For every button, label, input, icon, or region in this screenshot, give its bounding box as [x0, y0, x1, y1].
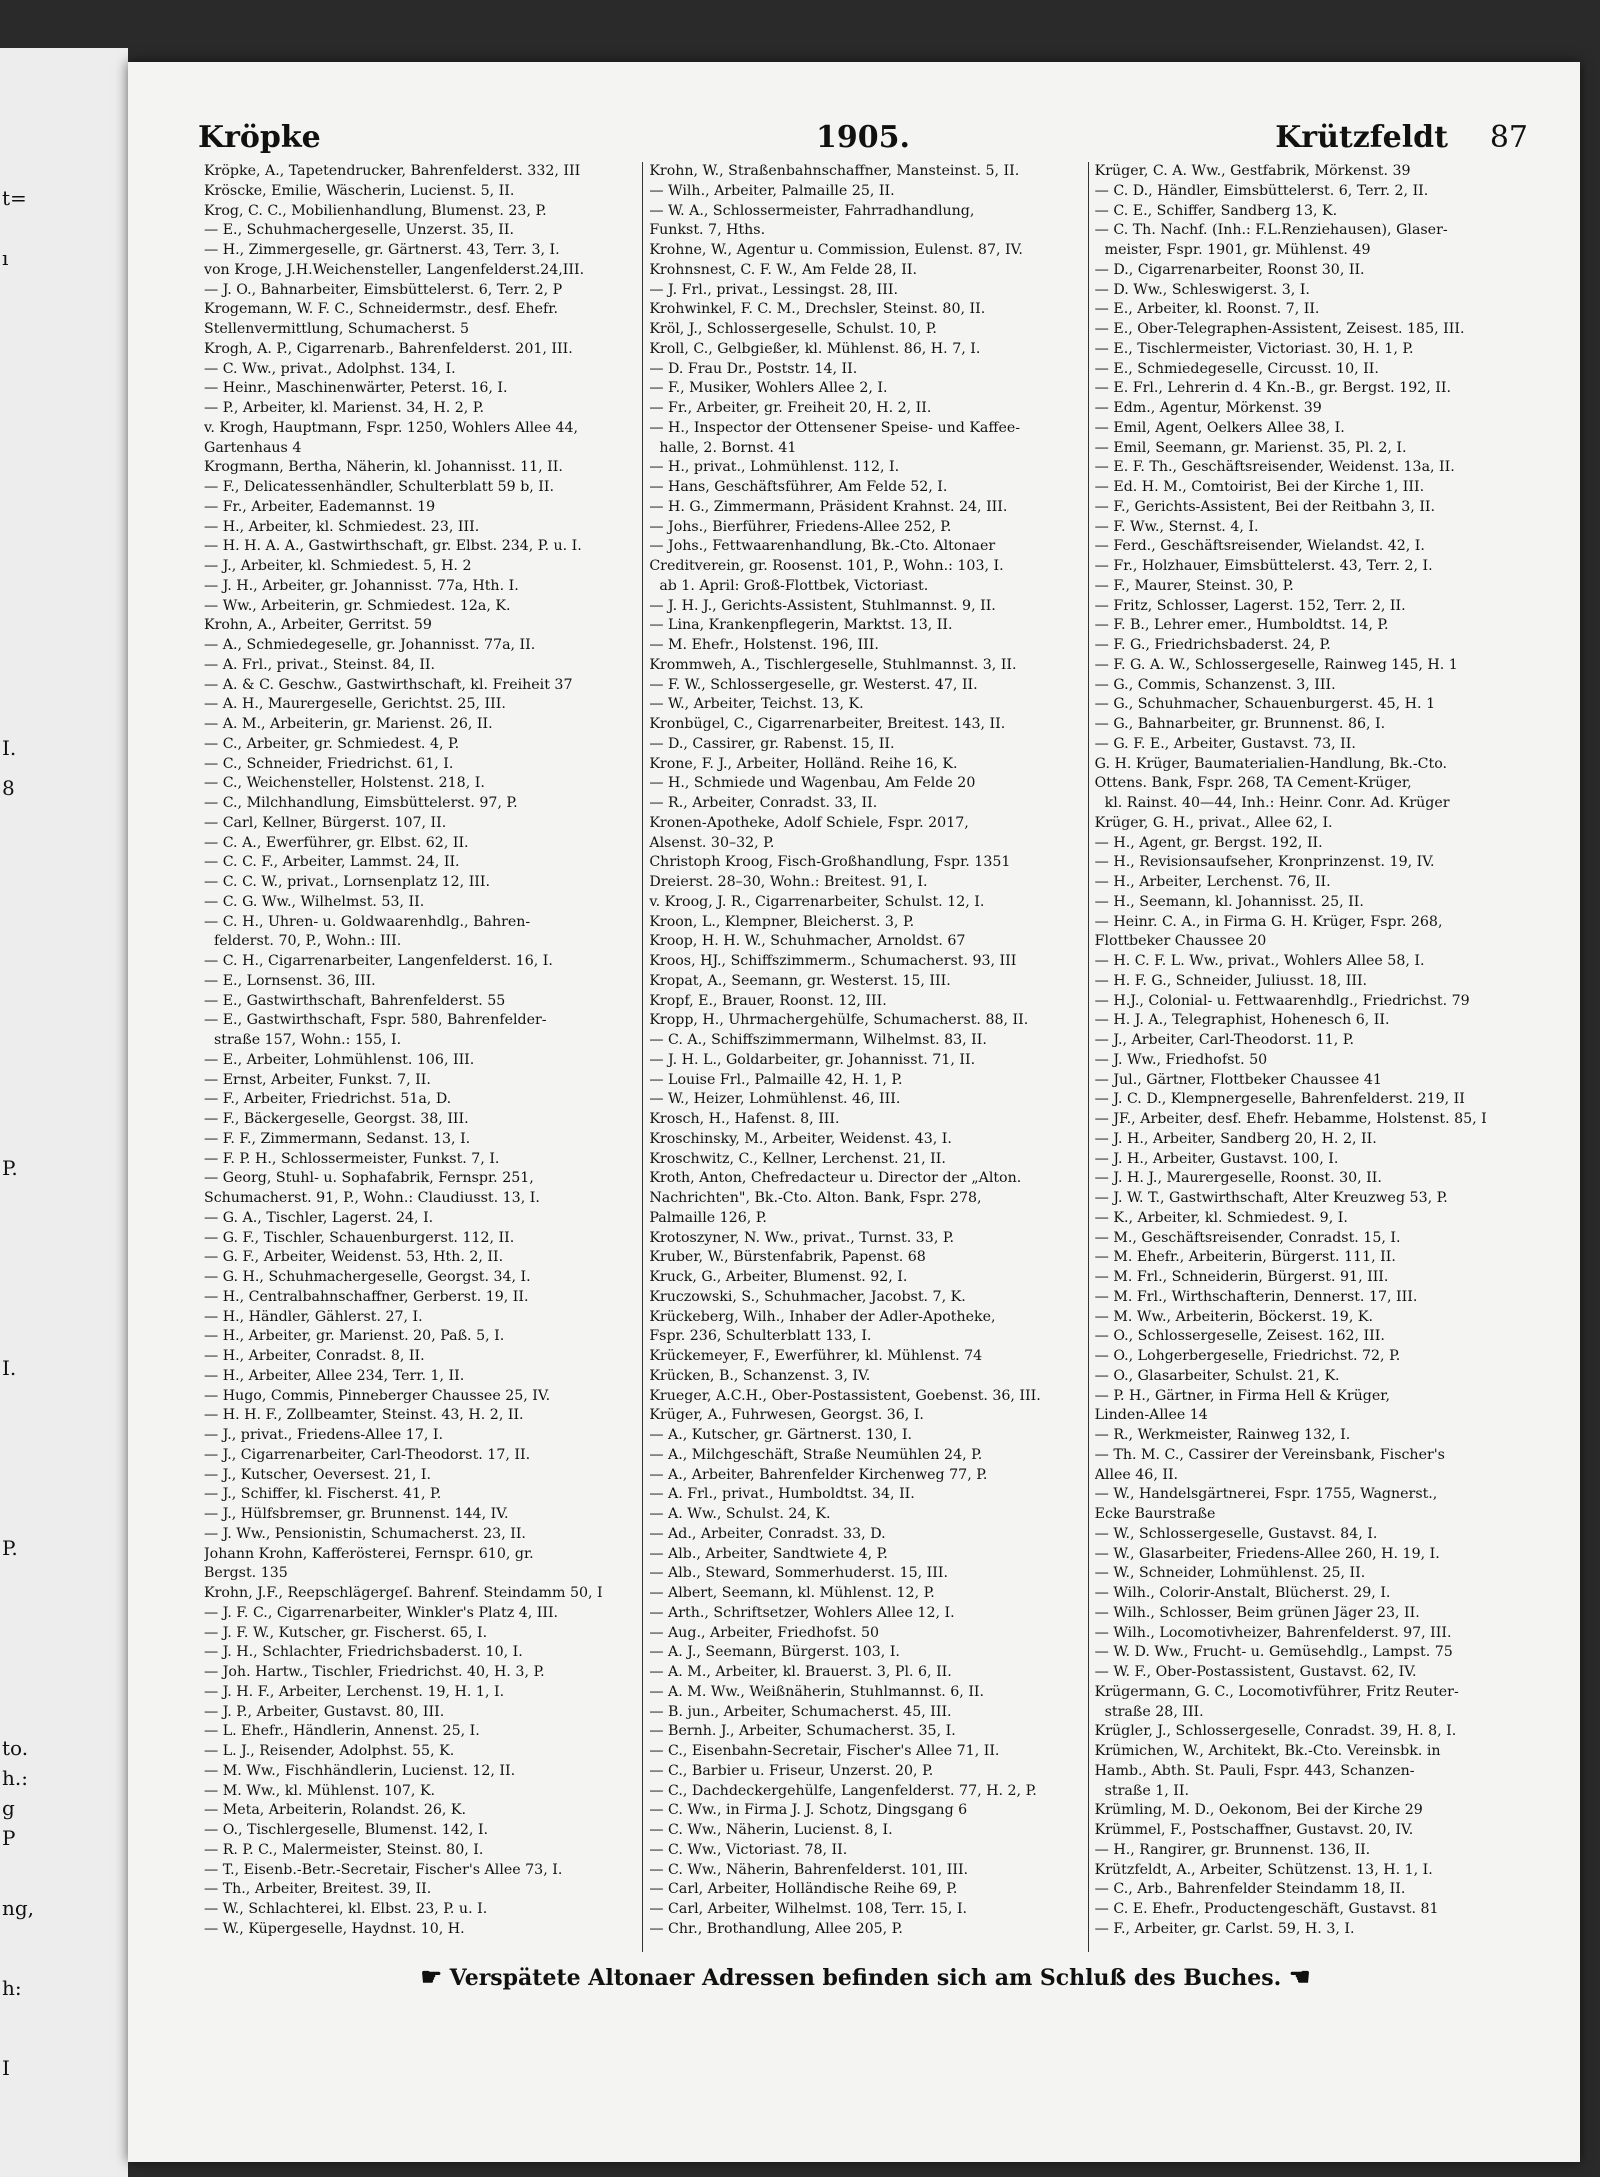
directory-entry: — Aug., Arbeiter, Friedhofst. 50 [649, 1624, 880, 1641]
directory-entry: Kröscke, Emilie, Wäscherin, Lucienst. 5, II. [204, 182, 515, 199]
directory-entry: Ecke Baurstraße [1094, 1506, 1216, 1522]
directory-entry: Christoph Kroog, Fisch-Großhandlung, Fspr. 1351 [649, 854, 1011, 871]
directory-entry: — W. A., Schlossermeister, Fahrradhandlung, [649, 202, 975, 219]
directory-entry: — Fritz, Schlosser, Lagerst. 152, Terr. 2, II. [1094, 597, 1406, 614]
directory-entry: — Georg, Stuhl- u. Sophafabrik, Fernspr. 251, [204, 1170, 534, 1187]
directory-entry: Alsenst. 30–32, P. [649, 834, 775, 851]
directory-entry: — H. J. A., Telegraphist, Hohenesch 6, II. [1094, 1012, 1390, 1029]
directory-entry: Krone, F. J., Arbeiter, Holländ. Reihe 16, K. [649, 755, 958, 772]
directory-entry: — P., Arbeiter, kl. Marienst. 34, H. 2, P. [204, 400, 484, 416]
directory-entry: Hamb., Abth. St. Pauli, Fspr. 443, Schanzen- [1094, 1762, 1415, 1779]
directory-entry: — L. Ehefr., Händlerin, Annenst. 25, I. [204, 1723, 480, 1740]
directory-entry: — M. Ehefr., Holstenst. 196, III. [649, 637, 879, 653]
directory-entry: — Alb., Steward, Sommerhuderst. 15, III. [649, 1565, 948, 1582]
directory-entry: — W., Glasarbeiter, Friedens-Allee 260, H. 19, I. [1094, 1545, 1440, 1562]
directory-entry: — F., Arbeiter, Friedrichst. 51a, D. [204, 1091, 452, 1108]
directory-entry: Fspr. 236, Schulterblatt 133, I. [649, 1328, 872, 1345]
directory-entry: — E., Gastwirthschaft, Bahrenfelderst. 55 [204, 992, 506, 1009]
directory-entry: — J. H., Schlachter, Friedrichsbaderst. 10, I. [204, 1644, 523, 1661]
directory-entry: — J. W. T., Gastwirthschaft, Alter Kreuzweg 53, P. [1094, 1190, 1448, 1206]
directory-entry: — C., Dachdeckergehülfe, Langenfelderst. 77, H. 2, P. [649, 1782, 1037, 1799]
directory-entry: meister, Fspr. 1901, gr. Mühlenst. 49 [1104, 242, 1371, 258]
footer-note [198, 1962, 1533, 1991]
directory-entry: — F., Bäckergeselle, Georgst. 38, III. [204, 1111, 469, 1127]
directory-entry: Schumacherst. 91, P., Wohn.: Claudiusst. 13, I. [204, 1190, 540, 1206]
directory-entry: Gartenhaus 4 [204, 439, 302, 456]
directory-entry: straße 157, Wohn.: 155, I. [214, 1032, 402, 1048]
directory-entry: — J., Kutscher, Oeversest. 21, I. [204, 1466, 432, 1483]
directory-entry: Krotoszyner, N. Ww., privat., Turnst. 33, P. [649, 1229, 955, 1246]
directory-entry: — Jul., Gärtner, Flottbeker Chaussee 41 [1094, 1071, 1382, 1088]
directory-entry: straße 28, III. [1104, 1703, 1204, 1720]
directory-entry: Kroschwitz, C., Kellner, Lerchenst. 21, II. [649, 1150, 946, 1167]
directory-entry: — H., Händler, Gählerst. 27, I. [204, 1308, 423, 1325]
directory-entry: — C. Ww., Victoriast. 78, II. [649, 1841, 848, 1858]
directory-entry: — J. Ww., Pensionistin, Schumacherst. 23, II. [204, 1525, 526, 1542]
directory-entry: — Alb., Arbeiter, Sandtwiete 4, P. [649, 1545, 888, 1562]
directory-column-3 [1088, 162, 1533, 1952]
directory-entry: Krügler, J., Schlossergeselle, Conradst. 39, H. 8, I. [1094, 1723, 1457, 1740]
directory-entry: — A., Kutscher, gr. Gärtnerst. 130, I. [649, 1427, 913, 1443]
directory-entry: Krogmann, Bertha, Näherin, kl. Johannisst. 11, II. [204, 459, 563, 476]
directory-entry: — H., Arbeiter, Lerchenst. 76, II. [1094, 874, 1331, 890]
directory-entry: — G. F., Arbeiter, Weidenst. 53, Hth. 2, II. [204, 1249, 504, 1266]
margin-fragment: I. [2, 736, 17, 760]
directory-entry: Kruczowski, S., Schuhmacher, Jacobst. 7, K. [649, 1288, 966, 1305]
directory-entry: — F., Delicatessenhändler, Schulterblatt 59 b, II. [204, 479, 555, 495]
directory-entry: — C. A., Schiffszimmermann, Wilhelmst. 83, II. [649, 1032, 987, 1048]
directory-entry: — C. H., Cigarrenarbeiter, Langenfelderst. 16, I. [204, 953, 553, 969]
directory-entry: — F. G. A. W., Schlossergeselle, Rainweg 145, H. 1 [1094, 656, 1458, 673]
directory-entry: — F., Maurer, Steinst. 30, P. [1094, 577, 1294, 594]
header-year: 1905. [816, 120, 910, 155]
directory-entry: — J. H., Arbeiter, gr. Johannisst. 77a, Hth. I. [204, 577, 519, 594]
directory-entry: — J. H. L., Goldarbeiter, gr. Johannisst. 71, II. [649, 1051, 976, 1068]
directory-entry: — O., Schlossergeselle, Zeisest. 162, III. [1094, 1328, 1385, 1345]
directory-entry: — H., Centralbahnschaffner, Gerberst. 19, II. [204, 1288, 529, 1305]
directory-entry: — E., Lornsenst. 36, III. [204, 972, 376, 989]
directory-entry: — J. H., Arbeiter, Gustavst. 100, I. [1094, 1150, 1339, 1167]
directory-entry: Kropp, H., Uhrmachergehülfe, Schumacherst. 88, II. [649, 1012, 1029, 1029]
directory-entry: — M. Ww., Arbeiterin, Böckerst. 19, K. [1094, 1308, 1373, 1325]
directory-entry: — L. J., Reisender, Adolphst. 55, K. [204, 1743, 455, 1759]
directory-entry: — J. H. F., Arbeiter, Lerchenst. 19, H. 1, I. [204, 1683, 505, 1700]
directory-entry: Krümling, M. D., Oekonom, Bei der Kirche 29 [1094, 1802, 1423, 1819]
directory-entry: — H., Agent, gr. Bergst. 192, II. [1094, 834, 1323, 851]
directory-entry: — A. J., Seemann, Bürgerst. 103, I. [649, 1644, 900, 1661]
header-right-keyword: Krützfeldt [1275, 120, 1448, 155]
directory-entry: Johann Krohn, Kafferösterei, Fernspr. 610, gr. [204, 1545, 534, 1562]
directory-entry: — Wilh., Colorir-Anstalt, Blücherst. 29, I. [1094, 1585, 1391, 1601]
margin-fragment: P. [2, 1156, 18, 1180]
margin-fragment: I [2, 2056, 10, 2080]
directory-entry: — M. Ehefr., Arbeiterin, Bürgerst. 111, II. [1094, 1249, 1396, 1266]
directory-entry: — J., Cigarrenarbeiter, Carl-Theodorst. 17, II. [204, 1446, 531, 1463]
margin-fragment: ı [2, 246, 9, 270]
directory-entry: — C. C. W., privat., Lornsenplatz 12, III. [204, 874, 491, 890]
directory-entry: — P. H., Gärtner, in Firma Hell & Krüger, [1094, 1387, 1390, 1404]
directory-entry: — C. Ww., in Firma J. J. Schotz, Dingsgang 6 [649, 1802, 968, 1819]
directory-entry: — E., Tischlermeister, Victoriast. 30, H. 1, P. [1094, 340, 1414, 357]
directory-entry: — C. D., Händler, Eimsbüttelerst. 6, Terr. 2, II. [1094, 182, 1429, 199]
directory-entry: — W., Arbeiter, Teichst. 13, K. [649, 696, 864, 713]
directory-columns [198, 162, 1533, 1952]
directory-entry: — E., Arbeiter, kl. Roonst. 7, II. [1094, 301, 1320, 318]
directory-entry: halle, 2. Bornst. 41 [659, 439, 797, 456]
directory-entry: Nachrichten", Bk.-Cto. Alton. Bank, Fspr. 278, [649, 1190, 982, 1206]
directory-entry: — Ernst, Arbeiter, Funkst. 7, II. [204, 1071, 431, 1088]
directory-entry: — A. M., Arbeiterin, gr. Marienst. 26, II. [204, 716, 493, 732]
directory-entry: — H., Inspector der Ottensener Speise- und Kaffee- [649, 419, 1021, 436]
directory-entry: Kröpke, A., Tapetendrucker, Bahrenfelderst. 332, III [204, 163, 581, 179]
directory-entry: v. Krogh, Hauptmann, Fspr. 1250, Wohlers Allee 44, [204, 419, 579, 436]
directory-entry: — Ed. H. M., Comtoirist, Bei der Kirche 1, III. [1094, 479, 1425, 495]
margin-fragment: g [2, 1796, 15, 1820]
margin-fragment: t= [2, 186, 27, 210]
directory-entry: — H. H. A. A., Gastwirthschaft, gr. Elbst. 234, P. u. I. [204, 538, 582, 555]
directory-entry: — F. G., Friedrichsbaderst. 24, P. [1094, 637, 1331, 653]
directory-entry: Krützfeldt, A., Arbeiter, Schützenst. 13, H. 1, I. [1094, 1861, 1433, 1878]
directory-entry: Krückemeyer, F., Ewerführer, kl. Mühlenst. 74 [649, 1348, 983, 1364]
directory-entry: Stellenvermittlung, Schumacherst. 5 [204, 321, 470, 337]
directory-entry: — D., Cigarrenarbeiter, Roonst 30, II. [1094, 261, 1365, 278]
directory-entry: von Kroge, J.H.Weichensteller, Langenfelderst.24,III. [204, 261, 585, 278]
adjacent-page-margin [0, 48, 128, 2177]
directory-entry: — O., Tischlergeselle, Blumenst. 142, I. [204, 1822, 489, 1838]
directory-entry: — H., Arbeiter, gr. Marienst. 20, Paß. 5, I. [204, 1328, 505, 1345]
directory-entry: — Hugo, Commis, Pinneberger Chaussee 25, IV. [204, 1387, 551, 1404]
directory-entry: — F., Gerichts-Assistent, Bei der Reitbahn 3, II. [1094, 498, 1436, 515]
directory-entry: — A., Arbeiter, Bahrenfelder Kirchenweg 77, P. [649, 1466, 988, 1483]
directory-entry: — C. Th. Nachf. (Inh.: F.L.Renziehausen), Glaser- [1094, 222, 1448, 239]
directory-entry: — Wilh., Arbeiter, Palmaille 25, II. [649, 182, 895, 199]
pointing-hand-icon-right: ☚ [1289, 1962, 1311, 1991]
directory-entry: Kroth, Anton, Chefredacteur u. Director der „Alton. [649, 1170, 1022, 1187]
directory-entry: — J., privat., Friedens-Allee 17, I. [204, 1427, 443, 1443]
directory-entry: Krohwinkel, F. C. M., Drechsler, Steinst. 80, II. [649, 301, 986, 318]
directory-entry: — J. Frl., privat., Lessingst. 28, III. [649, 281, 898, 298]
directory-entry: — A. Ww., Schulst. 24, K. [649, 1506, 831, 1522]
directory-entry: — A. Frl., privat., Steinst. 84, II. [204, 656, 436, 673]
directory-entry: — C. E. Ehefr., Productengeschäft, Gustavst. 81 [1094, 1901, 1439, 1917]
directory-entry: Palmaille 126, P. [649, 1209, 767, 1226]
directory-entry: — A. M. Ww., Weißnäherin, Stuhlmannst. 6, II. [649, 1683, 985, 1700]
directory-entry: — K., Arbeiter, kl. Schmiedest. 9, I. [1094, 1209, 1348, 1226]
directory-entry: kl. Rainst. 40—44, Inh.: Heinr. Conr. Ad. Krüger [1104, 795, 1450, 811]
directory-entry: — B. jun., Arbeiter, Schumacherst. 45, III. [649, 1703, 952, 1720]
directory-entry: Krueger, A.C.H., Ober-Postassistent, Goebenst. 36, III. [649, 1387, 1041, 1404]
directory-entry: Krohn, W., Straßenbahnschaffner, Mansteinst. 5, II. [649, 163, 1020, 179]
directory-entry: — F. W., Schlossergeselle, gr. Westerst. 47, II. [649, 676, 978, 693]
directory-entry: — E., Schmiedegeselle, Circusst. 10, II. [1094, 360, 1379, 377]
directory-entry: Krog, C. C., Mobilienhandlung, Blumenst. 23, P. [204, 202, 547, 219]
directory-entry: Krohnsnest, C. F. W., Am Felde 28, II. [649, 261, 917, 278]
directory-entry: — H., Seemann, kl. Johannisst. 25, II. [1094, 893, 1364, 910]
directory-entry: — J., Schiffer, kl. Fischerst. 41, P. [204, 1486, 442, 1503]
directory-entry: Krüger, G. H., privat., Allee 62, I. [1094, 814, 1333, 831]
directory-entry: Krohn, J.F., Reepschlägergeſ. Bahrenf. Steindamm 50, I [204, 1585, 603, 1601]
directory-entry: — Carl, Kellner, Bürgerst. 107, II. [204, 814, 447, 831]
directory-entry: — M. Ww., Fischhändlerin, Lucienst. 12, II. [204, 1762, 516, 1779]
directory-entry: — J. H. J., Gerichts-Assistent, Stuhlmannst. 9, II. [649, 597, 996, 614]
directory-entry: — Arth., Schriftsetzer, Wohlers Allee 12, I. [649, 1604, 955, 1621]
directory-entry: — Ww., Arbeiterin, gr. Schmiedest. 12a, K. [204, 597, 511, 614]
directory-entry: Krümichen, W., Architekt, Bk.-Cto. Vereinsbk. in [1094, 1743, 1441, 1759]
directory-entry: Kroon, L., Klempner, Bleicherst. 3, P. [649, 913, 915, 930]
directory-entry: — G., Commis, Schanzenst. 3, III. [1094, 676, 1336, 693]
directory-entry: felderst. 70, P., Wohn.: III. [214, 933, 402, 950]
directory-entry: — R. P. C., Malermeister, Steinst. 80, I. [204, 1841, 484, 1858]
directory-entry: — W., Schneider, Lohmühlenst. 25, II. [1094, 1565, 1366, 1582]
directory-entry: — Wilh., Schlosser, Beim grünen Jäger 23, II. [1094, 1604, 1420, 1621]
directory-entry: Kruck, G., Arbeiter, Blumenst. 92, I. [649, 1269, 908, 1285]
directory-entry: Krommweh, A., Tischlergeselle, Stuhlmannst. 3, II. [649, 656, 1017, 673]
directory-entry: — E., Schuhmachergeselle, Unzerst. 35, II. [204, 222, 515, 239]
directory-page [128, 62, 1580, 2162]
directory-entry: — C., Barbier u. Friseur, Unzerst. 20, P. [649, 1762, 934, 1779]
directory-entry: — Chr., Brothandlung, Allee 205, P. [649, 1920, 903, 1937]
directory-entry: — J. C. D., Klempnergeselle, Bahrenfelderst. 219, II [1094, 1091, 1465, 1108]
directory-entry: — J., Arbeiter, Carl-Theodorst. 11, P. [1094, 1032, 1354, 1048]
directory-entry: — C., Arb., Bahrenfelder Steindamm 18, II. [1094, 1881, 1406, 1898]
directory-entry: — M. Frl., Wirthschafterin, Dennerst. 17, III. [1094, 1288, 1418, 1305]
pointing-hand-icon: ☛ [420, 1962, 442, 1991]
margin-fragment: P. [2, 1536, 18, 1560]
directory-entry: — W., Heizer, Lohmühlenst. 46, III. [649, 1091, 901, 1108]
directory-entry: — C., Milchhandlung, Eimsbüttelerst. 97, P. [204, 795, 518, 811]
directory-entry: — O., Lohgerbergeselle, Friedrichst. 72, P. [1094, 1348, 1401, 1364]
directory-entry: — Meta, Arbeiterin, Rolandst. 26, K. [204, 1802, 467, 1819]
directory-entry: Funkst. 7, Hths. [649, 222, 766, 239]
directory-entry: — Emil, Agent, Oelkers Allee 38, I. [1094, 419, 1345, 436]
directory-entry: Kroos, HJ., Schiffszimmerm., Schumacherst. 93, III [649, 953, 1017, 969]
directory-entry: — Th., Arbeiter, Breitest. 39, II. [204, 1881, 432, 1898]
directory-entry: — H., Arbeiter, Allee 234, Terr. 1, II. [204, 1367, 465, 1384]
directory-entry: — Edm., Agentur, Mörkenst. 39 [1094, 400, 1322, 416]
directory-entry: — C. Ww., Näherin, Bahrenfelderst. 101, III. [649, 1861, 969, 1878]
directory-entry: — J. P., Arbeiter, Gustavst. 80, III. [204, 1703, 445, 1720]
directory-entry: — Hans, Geschäftsführer, Am Felde 52, I. [649, 479, 948, 495]
directory-entry: — H. H. F., Zollbeamter, Steinst. 43, H. 2, II. [204, 1407, 524, 1424]
directory-entry: — Emil, Seemann, gr. Marienst. 35, Pl. 2, I. [1094, 439, 1407, 456]
directory-entry: — M., Geschäftsreisender, Conradst. 15, I. [1094, 1229, 1401, 1246]
directory-entry: — Louise Frl., Palmaille 42, H. 1, P. [649, 1071, 903, 1088]
directory-entry: — T., Eisenb.-Betr.-Secretair, Fischer's Allee 73, I. [204, 1861, 563, 1878]
directory-entry: Krüger, A., Fuhrwesen, Georgst. 36, I. [649, 1407, 924, 1424]
directory-entry: — G., Schuhmacher, Schauenburgerst. 45, H. 1 [1094, 696, 1436, 713]
directory-entry: — C. A., Ewerführer, gr. Elbst. 62, II. [204, 834, 469, 851]
directory-entry: — Carl, Arbeiter, Holländische Reihe 69, P. [649, 1881, 958, 1898]
directory-entry: — W. D. Ww., Frucht- u. Gemüsehdlg., Lampst. 75 [1094, 1644, 1453, 1661]
directory-entry: — Heinr., Maschinenwärter, Peterst. 16, I. [204, 380, 508, 397]
directory-entry: — C. G. Ww., Wilhelmst. 53, II. [204, 893, 425, 910]
directory-entry: — W., Küpergeselle, Haydnst. 10, H. [204, 1920, 465, 1937]
running-head [198, 120, 1528, 160]
directory-entry: — D., Cassirer, gr. Rabenst. 15, II. [649, 735, 895, 752]
directory-entry: Kröl, J., Schlossergeselle, Schulst. 10, P. [649, 321, 937, 337]
margin-fragment: to. [2, 1736, 29, 1760]
margin-fragment: I. [2, 1356, 17, 1380]
directory-entry: — J. F. C., Cigarrenarbeiter, Winkler's Platz 4, III. [204, 1604, 559, 1621]
directory-entry: Allee 46, II. [1094, 1466, 1179, 1483]
directory-column-2 [642, 162, 1087, 1952]
margin-fragment: 8 [2, 776, 15, 800]
directory-entry: — E., Ober-Telegraphen-Assistent, Zeisest. 185, III. [1094, 321, 1465, 337]
directory-entry: Kropf, E., Brauer, Roonst. 12, III. [649, 992, 887, 1009]
directory-column-1 [198, 162, 642, 1952]
directory-entry: ab 1. April: Groß-Flottbek, Victoriast. [659, 577, 929, 594]
directory-entry: — C. Ww., privat., Adolphst. 134, I. [204, 360, 456, 377]
directory-entry: — H., Arbeiter, Conradst. 8, II. [204, 1348, 425, 1364]
directory-entry: Flottbeker Chaussee 20 [1094, 933, 1267, 950]
directory-entry: Kropat, A., Seemann, gr. Westerst. 15, III. [649, 972, 951, 989]
directory-entry: — C. Ww., Näherin, Lucienst. 8, I. [649, 1822, 893, 1838]
directory-entry: — E. F. Th., Geschäftsreisender, Weidenst. 13a, II. [1094, 459, 1455, 476]
margin-fragment: ng, [2, 1896, 35, 1920]
directory-entry: — J. Ww., Friedhofst. 50 [1094, 1051, 1268, 1068]
directory-entry: — H. G., Zimmermann, Präsident Krahnst. 24, III. [649, 498, 1008, 515]
directory-entry: — J., Arbeiter, kl. Schmiedest. 5, H. 2 [204, 558, 472, 574]
directory-entry: Krohne, W., Agentur u. Commission, Eulenst. 87, IV. [649, 242, 1023, 258]
directory-entry: — G. A., Tischler, Lagerst. 24, I. [204, 1209, 434, 1226]
directory-entry: Krückeberg, Wilh., Inhaber der Adler-Apotheke, [649, 1308, 996, 1325]
directory-entry: — Wilh., Locomotivheizer, Bahrenfelderst. 97, III. [1094, 1624, 1452, 1641]
directory-entry: — C., Arbeiter, gr. Schmiedest. 4, P. [204, 735, 460, 752]
directory-entry: — Fr., Arbeiter, gr. Freiheit 20, H. 2, II. [649, 400, 932, 416]
margin-fragment: h.: [2, 1766, 28, 1790]
directory-entry: Krogemann, W. F. C., Schneidermstr., desf. Ehefr. [204, 301, 558, 318]
directory-entry: — E., Gastwirthschaft, Fspr. 580, Bahrenfelder- [204, 1012, 547, 1029]
directory-entry: — A. & C. Geschw., Gastwirthschaft, kl. Freiheit 37 [204, 676, 573, 693]
directory-entry: — Heinr. C. A., in Firma G. H. Krüger, Fspr. 268, [1094, 913, 1443, 930]
directory-entry: — R., Werkmeister, Rainweg 132, I. [1094, 1427, 1351, 1443]
directory-entry: — F. P. H., Schlossermeister, Funkst. 7, I. [204, 1150, 500, 1167]
directory-entry: — H. C. F. L. Ww., privat., Wohlers Allee 58, I. [1094, 953, 1425, 969]
directory-entry: — Johs., Fettwaarenhandlung, Bk.-Cto. Altonaer [649, 538, 996, 555]
directory-entry: — Johs., Bierführer, Friedens-Allee 252, P. [649, 518, 952, 535]
directory-entry: — M. Ww., kl. Mühlenst. 107, K. [204, 1782, 436, 1799]
directory-entry: — D. Ww., Schleswigerst. 3, I. [1094, 281, 1310, 298]
directory-entry: — H.J., Colonial- u. Fettwaarenhdlg., Friedrichst. 79 [1094, 992, 1470, 1009]
directory-entry: — G. F. E., Arbeiter, Gustavst. 73, II. [1094, 735, 1356, 752]
directory-entry: — F. F., Zimmermann, Sedanst. 13, I. [204, 1130, 471, 1147]
directory-entry: — H., Revisionsaufseher, Kronprinzenst. 19, IV. [1094, 854, 1435, 871]
directory-entry: — W., Schlossergeselle, Gustavst. 84, I. [1094, 1525, 1378, 1542]
directory-entry: G. H. Krüger, Baumaterialien-Handlung, Bk.-Cto. [1094, 755, 1447, 772]
directory-entry: — R., Arbeiter, Conradst. 33, II. [649, 795, 878, 811]
directory-entry: — H. F. G., Schneider, Juliusst. 18, III. [1094, 972, 1368, 989]
directory-entry: — J. H., Arbeiter, Sandberg 20, H. 2, II. [1094, 1130, 1377, 1147]
directory-entry: — D. Frau Dr., Poststr. 14, II. [649, 360, 858, 377]
directory-entry: — H., Zimmergeselle, gr. Gärtnerst. 43, Terr. 3, I. [204, 242, 560, 258]
directory-entry: — C., Schneider, Friedrichst. 61, I. [204, 755, 454, 772]
directory-entry: — W. F., Ober-Postassistent, Gustavst. 62, IV. [1094, 1664, 1417, 1680]
directory-entry: — Fr., Arbeiter, Eademannst. 19 [204, 498, 436, 515]
directory-entry: — F. B., Lehrer emer., Humboldtst. 14, P. [1094, 617, 1389, 634]
directory-entry: Krogh, A. P., Cigarrenarb., Bahrenfelderst. 201, III. [204, 340, 573, 357]
directory-entry: — C., Weichensteller, Holstenst. 218, I. [204, 775, 485, 792]
directory-entry: — H., Schmiede und Wagenbau, Am Felde 20 [649, 775, 976, 792]
directory-entry: — J., Hülfsbremser, gr. Brunnenst. 144, IV. [204, 1506, 509, 1522]
directory-entry: — E., Arbeiter, Lohmühlenst. 106, III. [204, 1051, 475, 1068]
directory-entry: — JF., Arbeiter, desf. Ehefr. Hebamme, Holstenst. 85, I [1094, 1111, 1487, 1127]
directory-entry: — Th. M. C., Cassirer der Vereinsbank, Fischer's [1094, 1446, 1445, 1463]
directory-entry: — Joh. Hartw., Tischler, Friedrichst. 40, H. 3, P. [204, 1664, 545, 1680]
directory-entry: Kroschinsky, M., Arbeiter, Weidenst. 43, I. [649, 1130, 952, 1147]
directory-entry: — A. M., Arbeiter, kl. Brauerst. 3, Pl. 6, II. [649, 1664, 952, 1680]
directory-entry: — Lina, Krankenpflegerin, Marktst. 13, II. [649, 617, 953, 634]
directory-entry: — A. H., Maurergeselle, Gerichtst. 25, III. [204, 696, 506, 713]
directory-entry: — G., Bahnarbeiter, gr. Brunnenst. 86, I. [1094, 716, 1386, 732]
page-number: 87 [1489, 120, 1528, 155]
directory-entry: — A., Schmiedegeselle, gr. Johannisst. 77a, II. [204, 637, 536, 653]
directory-entry: — W., Schlachterei, kl. Elbst. 23, P. u. I. [204, 1901, 488, 1917]
directory-entry: — Ad., Arbeiter, Conradst. 33, D. [649, 1525, 886, 1542]
directory-entry: — Ferd., Geschäftsreisender, Wielandst. 42, I. [1094, 538, 1425, 555]
directory-entry: Kruber, W., Bürstenfabrik, Papenst. 68 [649, 1249, 926, 1266]
directory-entry: — C. H., Uhren- u. Goldwaarenhdlg., Bahren- [204, 913, 531, 930]
directory-entry: Krüger, C. A. Ww., Gestfabrik, Mörkenst. 39 [1094, 163, 1411, 179]
directory-entry: Dreierst. 28–30, Wohn.: Breitest. 91, I. [649, 874, 928, 890]
directory-entry: — M. Frl., Schneiderin, Bürgerst. 91, III. [1094, 1269, 1389, 1285]
margin-fragment: h: [2, 1976, 22, 2000]
directory-entry: — H., privat., Lohmühlenst. 112, I. [649, 459, 900, 476]
directory-entry: — A. Frl., privat., Humboldtst. 34, II. [649, 1486, 915, 1503]
directory-entry: Creditverein, gr. Roosenst. 101, P., Wohn.: 103, I. [649, 558, 1004, 574]
directory-entry: — Fr., Holzhauer, Eimsbüttelerst. 43, Terr. 2, I. [1094, 558, 1433, 574]
directory-entry: — C., Eisenbahn-Secretair, Fischer's Allee 71, II. [649, 1743, 1000, 1759]
directory-entry: Kroop, H. H. W., Schuhmacher, Arnoldst. 67 [649, 933, 966, 950]
directory-entry: — J. H. J., Maurergeselle, Roonst. 30, II. [1094, 1170, 1382, 1187]
directory-entry: Kronen-Apotheke, Adolf Schiele, Fspr. 2017, [649, 814, 969, 831]
directory-entry: Ottens. Bank, Fspr. 268, TA Cement-Krüger, [1094, 775, 1412, 792]
directory-entry: — H., Rangirer, gr. Brunnenst. 136, II. [1094, 1841, 1371, 1858]
directory-entry: — Bernh. J., Arbeiter, Schumacherst. 35, I. [649, 1723, 956, 1740]
directory-entry: — F. Ww., Sternst. 4, I. [1094, 518, 1259, 535]
margin-fragment: P [2, 1826, 16, 1850]
directory-entry: Bergst. 135 [204, 1565, 288, 1582]
directory-entry: Krücken, B., Schanzenst. 3, IV. [649, 1367, 871, 1384]
directory-entry: — O., Glasarbeiter, Schulst. 21, K. [1094, 1367, 1340, 1384]
directory-entry: — Albert, Seemann, kl. Mühlenst. 12, P. [649, 1585, 935, 1601]
directory-entry: — F., Musiker, Wohlers Allee 2, I. [649, 380, 888, 397]
directory-entry: Krosch, H., Hafenst. 8, III. [649, 1111, 840, 1127]
directory-entry: Krümmel, F., Postschaffner, Gustavst. 20, IV. [1094, 1822, 1414, 1838]
directory-entry: Krohn, A., Arbeiter, Gerritst. 59 [204, 617, 432, 634]
directory-entry: — G. H., Schuhmachergeselle, Georgst. 34, I. [204, 1269, 531, 1285]
directory-entry: Linden-Allee 14 [1094, 1407, 1208, 1424]
directory-entry: Krügermann, G. C., Locomotivführer, Fritz Reuter- [1094, 1683, 1459, 1700]
directory-entry: — E. Frl., Lehrerin d. 4 Kn.-B., gr. Bergst. 192, II. [1094, 380, 1451, 397]
directory-entry: — J. F. W., Kutscher, gr. Fischerst. 65, I. [204, 1624, 488, 1641]
directory-entry: straße 1, II. [1104, 1782, 1190, 1799]
directory-entry: — H., Arbeiter, kl. Schmiedest. 23, III. [204, 518, 480, 535]
directory-entry: — J. O., Bahnarbeiter, Eimsbüttelerst. 6, Terr. 2, P [204, 281, 563, 298]
directory-entry: — C. C. F., Arbeiter, Lammst. 24, II. [204, 854, 460, 871]
header-left-keyword: Kröpke [198, 120, 321, 155]
directory-entry: — A., Milchgeschäft, Straße Neumühlen 24, P. [649, 1446, 983, 1463]
directory-entry: — Carl, Arbeiter, Wilhelmst. 108, Terr. 15, I. [649, 1901, 968, 1917]
directory-entry: Kroll, C., Gelbgießer, kl. Mühlenst. 86, H. 7, I. [649, 340, 981, 357]
directory-entry: — G. F., Tischler, Schauenburgerst. 112, II. [204, 1229, 515, 1246]
directory-entry: — W., Handelsgärtnerei, Fspr. 1755, Wagnerst., [1094, 1486, 1438, 1503]
directory-entry: Kronbügel, C., Cigarrenarbeiter, Breitest. 143, II. [649, 716, 1006, 732]
directory-entry: — F., Arbeiter, gr. Carlst. 59, H. 3, I. [1094, 1920, 1355, 1937]
footer-note-text: Verspätete Altonaer Adressen befinden sich am Schluß des Buches. [449, 1965, 1282, 1991]
directory-entry: — C. E., Schiffer, Sandberg 13, K. [1094, 202, 1338, 219]
directory-entry: v. Kroog, J. R., Cigarrenarbeiter, Schulst. 12, I. [649, 893, 985, 910]
